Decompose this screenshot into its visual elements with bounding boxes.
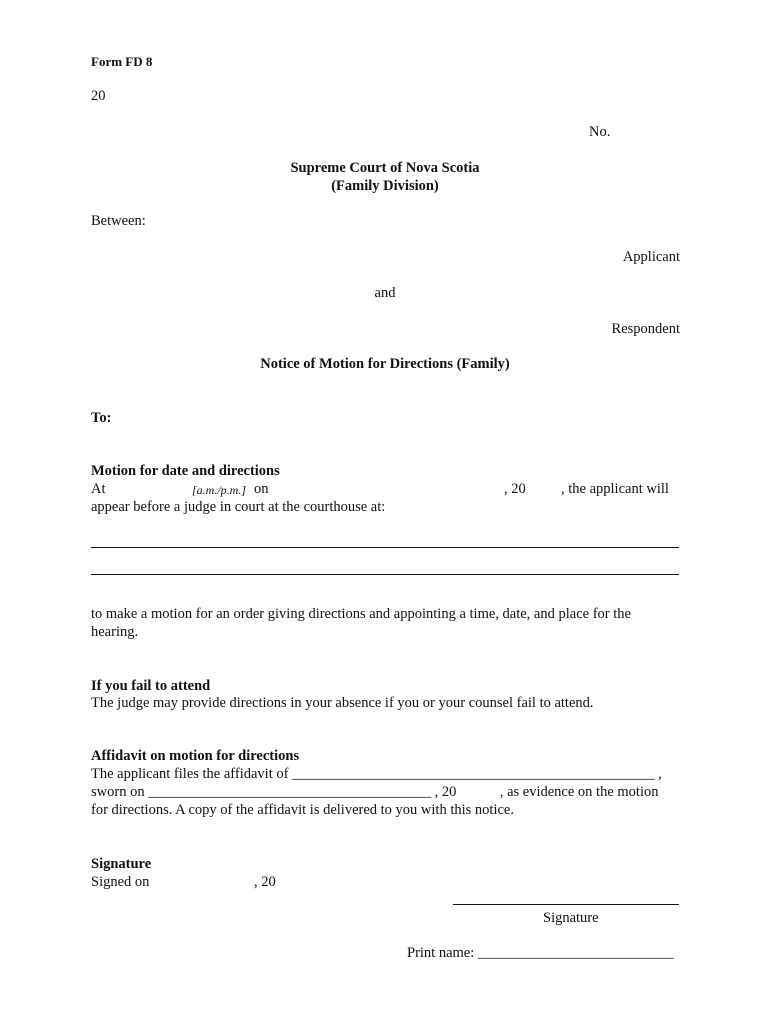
respondent-label: Respondent — [611, 321, 680, 337]
and-label: and — [374, 285, 396, 301]
courthouse-address-line-2[interactable] — [91, 574, 679, 575]
between-label: Between: — [91, 213, 146, 229]
affidavit-line-1: The applicant files the affidavit of __________________________________________________ , — [91, 766, 662, 782]
court-name: Supreme Court of Nova Scotia — [290, 160, 480, 176]
year-prefix: 20 — [91, 88, 106, 104]
signature-line[interactable] — [453, 904, 679, 905]
fail-text: The judge may provide directions in your absence if you or your counsel fail to attend. — [91, 695, 594, 711]
to-label: To: — [91, 410, 112, 426]
affidavit-heading: Affidavit on motion for directions — [91, 748, 300, 764]
signature-heading: Signature — [91, 856, 152, 872]
motion-on: on — [254, 481, 269, 497]
affidavit-line-2: sworn on _______________________________________ , 20 , as evidence on the motion — [91, 784, 659, 800]
form-id: Form FD 8 — [91, 54, 153, 69]
signed-on-year: , 20 — [254, 874, 276, 890]
signed-on-label: Signed on — [91, 874, 150, 890]
courthouse-address-line-1[interactable] — [91, 547, 679, 548]
print-name-field[interactable]: Print name: ___________________________ — [407, 945, 674, 961]
court-division: (Family Division) — [331, 178, 439, 194]
applicant-label: Applicant — [622, 249, 680, 265]
motion-applicant-will: , the applicant will — [561, 481, 669, 497]
motion-ampm: [a.m./p.m.] — [192, 483, 247, 497]
motion-purpose-line-2: hearing. — [91, 624, 139, 640]
motion-purpose-line-1: to make a motion for an order giving directions and appointing a time, date, and place for the — [91, 606, 631, 622]
motion-heading: Motion for date and directions — [91, 463, 280, 479]
motion-at: At — [91, 481, 106, 497]
affidavit-line-3: for directions. A copy of the affidavit is delivered to you with this notice. — [91, 802, 514, 818]
court-file-number-label: No. — [589, 124, 611, 140]
document-title: Notice of Motion for Directions (Family) — [260, 356, 510, 372]
motion-year: , 20 — [504, 481, 526, 497]
fail-heading: If you fail to attend — [91, 678, 211, 694]
motion-appear: appear before a judge in court at the courthouse at: — [91, 499, 386, 515]
signature-label: Signature — [543, 910, 599, 926]
